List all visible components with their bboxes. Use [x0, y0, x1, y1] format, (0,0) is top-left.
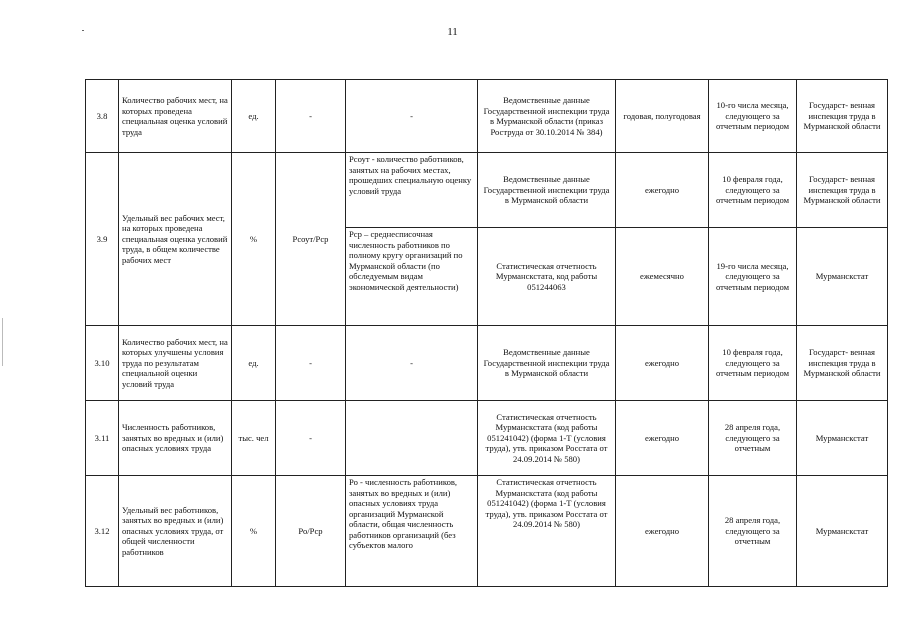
unit: ед. [232, 80, 276, 153]
periodicity: ежегодно [616, 401, 709, 476]
formula: - [276, 401, 346, 476]
row-number: 3.10 [86, 326, 119, 401]
responsible: Мурманскстат [797, 228, 888, 326]
table-row [86, 476, 888, 587]
responsible: Государст- венная инспекция труда в Мурманской области [797, 326, 888, 401]
indicator-name: Количество рабочих мест, на которых улучшены условия труда по результатам специальной оценки условий труда [119, 326, 232, 401]
data-source: Ведомственные данные Государственной инспекции труда в Мурманской области [478, 326, 616, 401]
table-row [86, 153, 888, 228]
indicator-name: Количество рабочих мест, на которых проведена специальная оценка условий труда [119, 80, 232, 153]
row-number: 3.8 [86, 80, 119, 153]
table-row [86, 80, 888, 153]
unit: тыс. чел [232, 401, 276, 476]
deadline: 28 апреля года, следующего за отчетным [709, 401, 797, 476]
unit: % [232, 153, 276, 326]
formula: Ро/Рср [276, 476, 346, 587]
data-source: Ведомственные данные Государственной инспекции труда в Мурманской области (приказ Роструда от 30.10.2014 № 384) [478, 80, 616, 153]
table-row [86, 401, 888, 476]
indicators-table [85, 79, 888, 587]
page-number: 11 [447, 26, 458, 38]
indicator-name: Численность работников, занятых во вредных и (или) опасных условиях труда [119, 401, 232, 476]
deadline: 10-го числа месяца, следующего за отчетным периодом [709, 80, 797, 153]
unit: ед. [232, 326, 276, 401]
periodicity: ежегодно [616, 326, 709, 401]
definition: Ро - численность работников, занятых во вредных и (или) опасных условиях труда организаций Мурманской области, общая численность работников организаций (без субъектов малого [346, 476, 478, 587]
indicator-name: Удельный вес работников, занятых во вредных и (или) опасных условиях труда, от общей численности работников [119, 476, 232, 587]
deadline: 10 февраля года, следующего за отчетным периодом [709, 326, 797, 401]
definition: - [346, 80, 478, 153]
indicator-name: Удельный вес рабочих мест, на которых проведена специальная оценка условий труда, в общем количестве рабочих мест [119, 153, 232, 326]
periodicity: годовая, полугодовая [616, 80, 709, 153]
responsible: Государст- венная инспекция труда в Мурманской области [797, 153, 888, 228]
formula: - [276, 80, 346, 153]
scan-artifact [82, 30, 84, 31]
definition: - [346, 326, 478, 401]
formula: - [276, 326, 346, 401]
deadline: 19-го числа месяца, следующего за отчетным периодом [709, 228, 797, 326]
data-source: Статистическая отчетность Мурманскстата, код работы 051244063 [478, 228, 616, 326]
responsible: Мурманскстат [797, 476, 888, 587]
row-number: 3.11 [86, 401, 119, 476]
row-number: 3.9 [86, 153, 119, 326]
formula: Рсоут/Рср [276, 153, 346, 326]
periodicity: ежегодно [616, 153, 709, 228]
periodicity: ежемесячно [616, 228, 709, 326]
table-row [86, 326, 888, 401]
definition [346, 401, 478, 476]
responsible: Государст- венная инспекция труда в Мурманской области [797, 80, 888, 153]
data-source: Ведомственные данные Государственной инспекции труда в Мурманской области [478, 153, 616, 228]
responsible: Мурманскстат [797, 401, 888, 476]
definition: Рср – среднесписочная численность работников по полному кругу организаций по Мурманской области (по обследуемым видам экономической деятельности) [346, 228, 478, 326]
definition: Рсоут - количество работников, занятых на рабочих местах, прошедших специальную оценку условий труда [346, 153, 478, 228]
unit: % [232, 476, 276, 587]
data-source: Статистическая отчетность Мурманскстата (код работы 051241042) (форма 1-Т (условия труда), утв. приказом Росстата от 24.09.2014 № 580) [478, 401, 616, 476]
data-source: Статистическая отчетность Мурманскстата (код работы 051241042) (форма 1-Т (условия труда), утв. приказом Росстата от 24.09.2014 № 580) [478, 476, 616, 587]
deadline: 28 апреля года, следующего за отчетным [709, 476, 797, 587]
scan-edge-mark [2, 318, 3, 366]
deadline: 10 февраля года, следующего за отчетным периодом [709, 153, 797, 228]
periodicity: ежегодно [616, 476, 709, 587]
row-number: 3.12 [86, 476, 119, 587]
